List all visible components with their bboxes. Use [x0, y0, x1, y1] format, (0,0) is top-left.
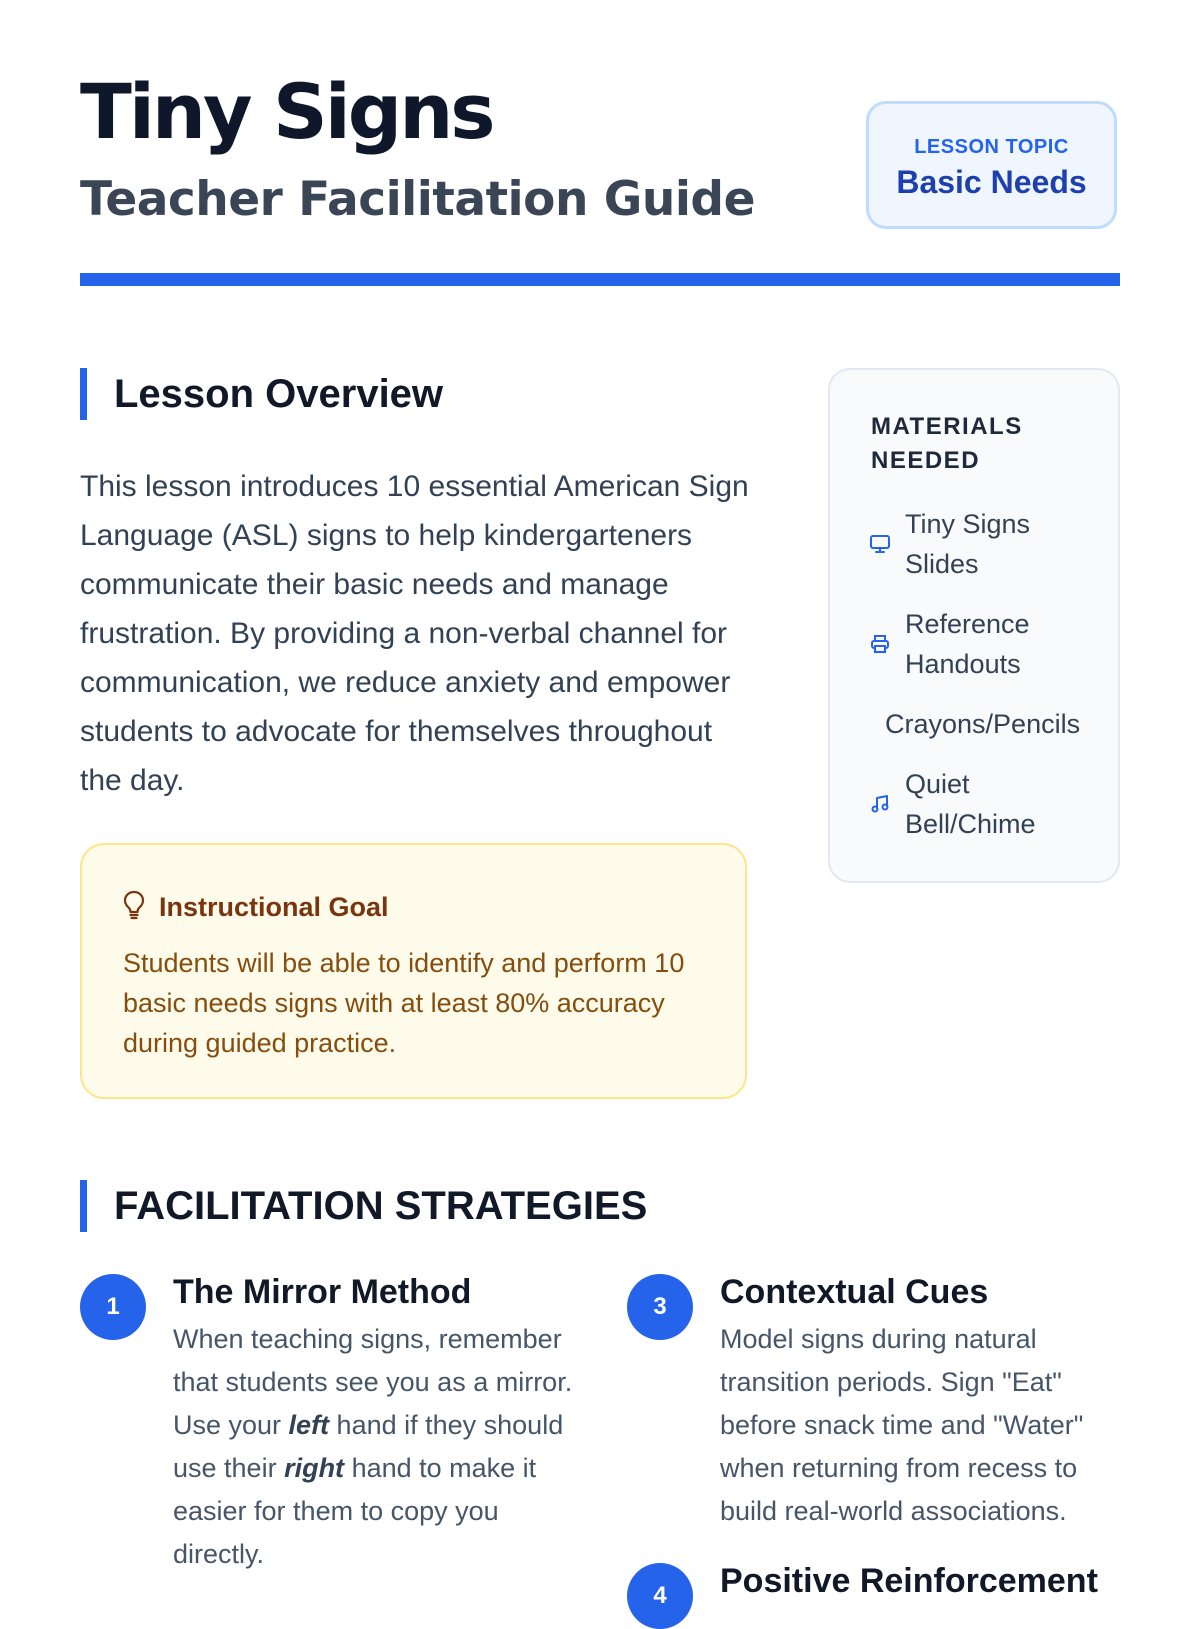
overview-text: This lesson introduces 10 essential American Sign Language (ASL) signs to help kindergarteners communicate their basic needs and manage frustration. By providing a non-verbal channel for communication, we reduce anxiety and empower students to advocate for themselves throughout the day. [80, 470, 749, 797]
goal-text: Students will be able to identify and perform 10 basic needs signs with at least 80% accuracy during guided practice. [123, 948, 685, 1058]
material-item [885, 704, 1115, 744]
step-number: 3 [627, 1274, 693, 1340]
lesson-topic-value: Basic Needs [896, 164, 1087, 200]
emphasis-left: left [288, 1410, 330, 1440]
strategy-text: Model signs during natural transition periods. Sign "Eat" before snack time and "Water" when returning from recess to build real-world associations. [720, 1324, 1084, 1526]
header-divider [80, 273, 1120, 286]
material-label: Reference Handouts [905, 609, 1030, 679]
material-item [869, 604, 1099, 684]
strategy-title: Contextual Cues [720, 1273, 989, 1311]
page-subtitle: Teacher Facilitation Guide [80, 172, 755, 227]
material-label: Tiny Signs Slides [905, 509, 1031, 579]
material-item [869, 504, 1099, 584]
overview-heading: Lesson Overview [80, 368, 443, 420]
page-title: Tiny Signs [80, 67, 493, 156]
lesson-topic-label: LESSON TOPIC [914, 136, 1069, 158]
step-number: 1 [80, 1274, 146, 1340]
strategy-text: When teaching signs, remember that students see you as a mirror. Use your left hand if they should use their right hand to make it easier for them to copy you directly. [173, 1324, 573, 1569]
facilitation-guide-page [80, 0, 1120, 1609]
strategy-title: The Mirror Method [173, 1273, 472, 1311]
goal-header [123, 889, 389, 925]
monitor-icon [869, 533, 891, 555]
lesson-topic-badge [866, 101, 1117, 229]
material-item [869, 764, 1099, 844]
instructional-goal-box [80, 843, 747, 1099]
strategy-title: Positive Reinforcement [720, 1562, 1098, 1600]
strategies-heading: FACILITATION STRATEGIES [80, 1180, 647, 1232]
music-note-icon [869, 793, 891, 815]
goal-title: Instructional Goal [159, 891, 389, 922]
step-number: 4 [627, 1563, 693, 1629]
materials-title: MATERIALS NEEDED [871, 413, 1023, 474]
emphasis-right: right [284, 1453, 345, 1483]
material-label: Crayons/Pencils [885, 709, 1081, 739]
material-label: Quiet Bell/Chime [905, 769, 1036, 839]
printer-icon [869, 633, 891, 655]
lightbulb-icon [123, 890, 145, 925]
